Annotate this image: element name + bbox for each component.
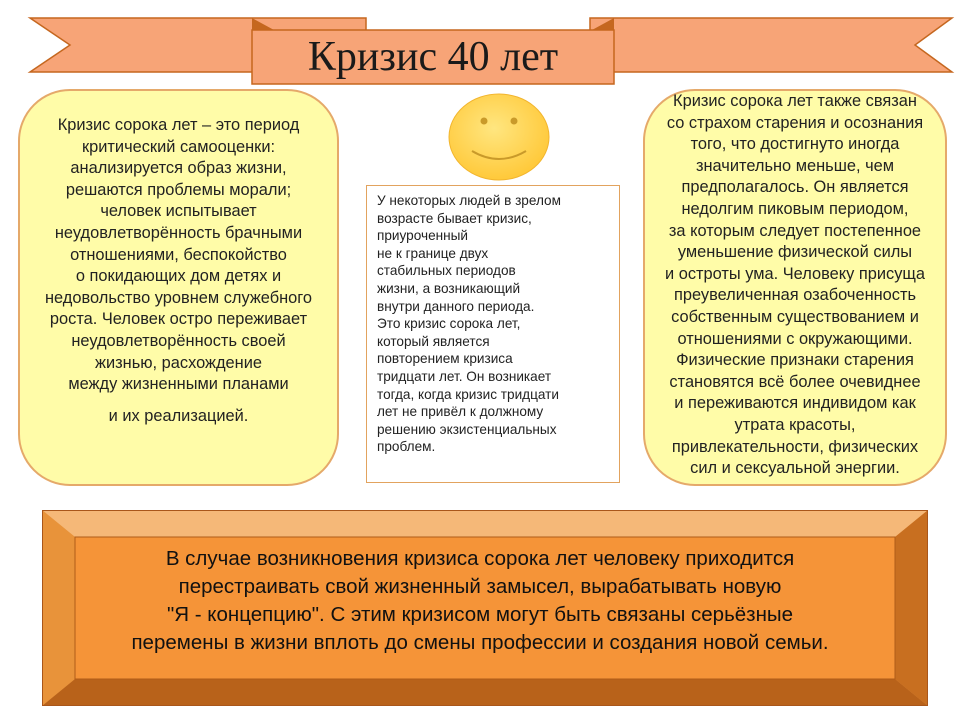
text-line: собственным существованием и [671, 307, 919, 326]
bevel-left [42, 510, 75, 706]
text-line: жизни, а возникающий [377, 280, 521, 296]
text-line: В случае возникновения кризиса сорока лет человеку приходится [165, 547, 795, 570]
text-line: тогда, когда кризис тридцати [377, 386, 559, 402]
text-line: возрасте бывает кризис, [377, 210, 532, 226]
text-line: человек испытывает [100, 202, 257, 221]
text-line: предполагалось. Он является [681, 178, 909, 197]
text-line: неудовлетворённость брачными [54, 223, 303, 242]
left-text-box [18, 89, 339, 486]
text-line: проблем. [377, 439, 436, 455]
text-line: перестраивать свой жизненный замысел, вырабатывать новую [178, 575, 782, 598]
text-line: который является [377, 333, 490, 349]
text-line: Кризис сорока лет – это период [57, 116, 300, 134]
text-line: У некоторых людей в зрелом [377, 193, 561, 208]
text-line: лет не привёл к должному [377, 404, 544, 420]
text-line: "Я - концепцию". С этим кризисом могут быть связаны серьёзные [166, 603, 794, 626]
text-line: сил и сексуальной энергии. [690, 459, 900, 478]
text-line: за которым следует постепенное [668, 221, 922, 240]
text-line: того, что достигнуто иногда [690, 135, 900, 154]
banner-right-tail [590, 18, 952, 72]
text-line: привлекательности, физических [671, 437, 919, 456]
text-line: Кризис сорока лет также связан [673, 92, 917, 110]
text-line: становятся всё более очевиднее [669, 372, 921, 391]
text-line: тридцати лет. Он возникает [377, 368, 552, 384]
text-line: преувеличенная озабоченность [673, 286, 917, 305]
text-line: и их реализацией. [108, 406, 249, 425]
text-line: роста. Человек остро переживает [49, 310, 308, 329]
page-title: Кризис 40 лет [307, 34, 559, 80]
text-line: Это кризис сорока лет, [377, 316, 521, 332]
bottom-panel-text [75, 537, 885, 665]
text-line: приуроченный [377, 228, 469, 244]
smiley-face-icon [448, 93, 550, 181]
text-line: Физические признаки старения [676, 351, 914, 370]
text-line: решаются проблемы морали; [65, 180, 292, 199]
text-line: стабильных периодов [377, 263, 516, 279]
text-line: отношениями, беспокойство [70, 245, 287, 264]
bevel-right [895, 510, 928, 706]
text-line: уменьшение физической силы [677, 243, 913, 262]
text-line: критический самооценки: [81, 137, 276, 156]
right-text-box [643, 89, 947, 486]
text-line: со страхом старения и осознания [666, 113, 924, 132]
bevel-bottom [42, 679, 928, 706]
text-line: о покидающих дом детях и [75, 267, 282, 286]
text-line: и остроты ума. Человеку присуща [665, 264, 925, 283]
text-line: и переживаются индивидом как [674, 394, 916, 413]
text-line: неудовлетворённость своей [71, 331, 286, 350]
text-line: не к границе двух [377, 245, 489, 261]
text-line: отношениями с окружающими. [677, 329, 913, 348]
text-line: повторением кризиса [377, 351, 513, 367]
text-line: внутри данного периода. [377, 298, 535, 314]
text-line: недовольство уровнем служебного [44, 288, 313, 307]
text-line: жизнью, расхождение [95, 353, 262, 372]
text-line: утрата красоты, [734, 415, 856, 434]
text-line: значительно меньше, чем [695, 156, 894, 175]
middle-text-box [366, 185, 620, 483]
text-line: перемены в жизни вплоть до смены профессии и создания новой семьи. [131, 631, 829, 654]
bevel-top [42, 510, 928, 537]
text-line: между жизненными планами [68, 375, 289, 394]
text-line: анализируется образ жизни, [70, 159, 287, 178]
text-line: решению экзистенциальных [377, 421, 557, 437]
text-line: недолгим пиковым периодом, [681, 199, 909, 218]
